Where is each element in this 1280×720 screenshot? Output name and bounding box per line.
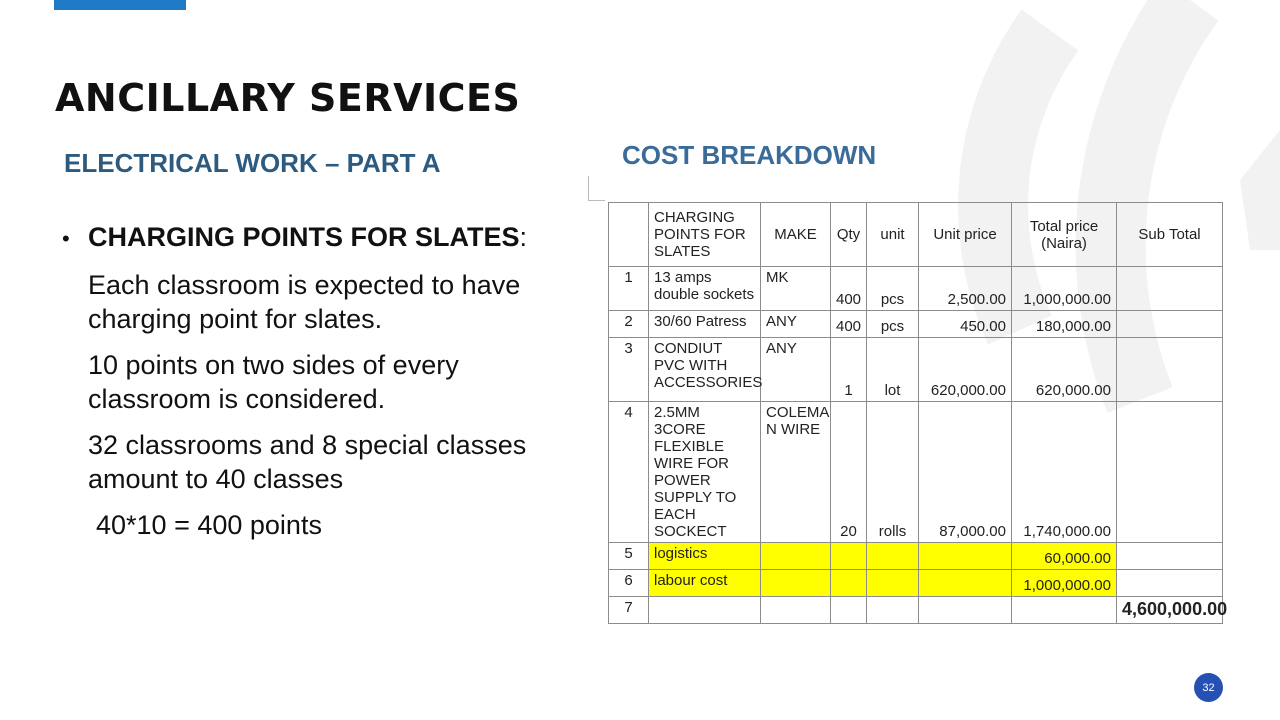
cell-unit bbox=[867, 597, 919, 624]
cell-unit-price bbox=[919, 570, 1012, 597]
cell-sub-total bbox=[1117, 338, 1223, 402]
header-item: CHARGING POINTS FOR SLATES bbox=[649, 203, 761, 267]
cell-total bbox=[1012, 597, 1117, 624]
paragraph-4: 40*10 = 400 points bbox=[96, 510, 322, 540]
cell-sub-total bbox=[1117, 402, 1223, 543]
cell-item bbox=[649, 597, 761, 624]
cell-item: logistics bbox=[649, 543, 761, 570]
cell-qty bbox=[831, 543, 867, 570]
table-header-row bbox=[609, 203, 1223, 267]
table-row bbox=[609, 402, 1223, 543]
header-total-price: Total price (Naira) bbox=[1012, 203, 1117, 267]
cell-unit-price bbox=[919, 597, 1012, 624]
page-number-badge: 32 bbox=[1194, 673, 1223, 702]
cell-unit-price: 450.00 bbox=[919, 311, 1012, 338]
cell-unit-price: 87,000.00 bbox=[919, 402, 1012, 543]
accent-bar bbox=[54, 0, 186, 10]
header-qty: Qty bbox=[831, 203, 867, 267]
cell-unit: pcs bbox=[867, 311, 919, 338]
cell-item: CONDIUT PVC WITH ACCESSORIES bbox=[649, 338, 761, 402]
cell-make bbox=[761, 597, 831, 624]
cell-make bbox=[761, 543, 831, 570]
header-index bbox=[609, 203, 649, 267]
cell-sub-total bbox=[1117, 267, 1223, 311]
left-content bbox=[62, 220, 582, 542]
cell-unit-price bbox=[919, 543, 1012, 570]
cell-sub-total bbox=[1117, 311, 1223, 338]
corner-mark bbox=[588, 176, 605, 201]
table-row bbox=[609, 311, 1223, 338]
cell-unit-price: 620,000.00 bbox=[919, 338, 1012, 402]
cell-grand-total: 4,600,000.00 bbox=[1117, 597, 1223, 624]
cell-index: 7 bbox=[609, 597, 649, 624]
section-subtitle: ELECTRICAL WORK – PART A bbox=[64, 148, 441, 178]
cell-unit bbox=[867, 543, 919, 570]
cell-qty bbox=[831, 597, 867, 624]
cell-index: 4 bbox=[609, 402, 649, 543]
paragraph-2: 10 points on two sides of every classroom is considered. bbox=[88, 350, 459, 414]
table-row bbox=[609, 267, 1223, 311]
cell-unit bbox=[867, 570, 919, 597]
cell-make: ANY bbox=[761, 338, 831, 402]
cell-item: labour cost bbox=[649, 570, 761, 597]
cell-item: 30/60 Patress bbox=[649, 311, 761, 338]
cost-breakdown-heading: COST BREAKDOWN bbox=[622, 140, 877, 170]
cell-make: MK bbox=[761, 267, 831, 311]
cell-qty: 1 bbox=[831, 338, 867, 402]
cell-qty bbox=[831, 570, 867, 597]
cell-item: 2.5MM 3CORE FLEXIBLE WIRE FOR POWER SUPPLY TO EACH SOCKECT bbox=[649, 402, 761, 543]
cell-make: ANY bbox=[761, 311, 831, 338]
cell-total: 1,000,000.00 bbox=[1012, 570, 1117, 597]
cell-item: 13 amps double sockets bbox=[649, 267, 761, 311]
cell-make: COLEMA N WIRE bbox=[761, 402, 831, 543]
bullet-colon: : bbox=[519, 222, 528, 252]
cell-sub-total bbox=[1117, 570, 1223, 597]
cell-qty: 400 bbox=[831, 267, 867, 311]
header-unit: unit bbox=[867, 203, 919, 267]
cell-unit: rolls bbox=[867, 402, 919, 543]
header-make: MAKE bbox=[761, 203, 831, 267]
bullet-item bbox=[62, 220, 582, 256]
table-row bbox=[609, 597, 1223, 624]
paragraph-1: Each classroom is expected to have charging point for slates. bbox=[88, 270, 521, 334]
cell-total: 180,000.00 bbox=[1012, 311, 1117, 338]
header-unit-price: Unit price bbox=[919, 203, 1012, 267]
cell-index: 1 bbox=[609, 267, 649, 311]
cell-sub-total bbox=[1117, 543, 1223, 570]
cell-total: 620,000.00 bbox=[1012, 338, 1117, 402]
cost-table bbox=[608, 202, 1228, 624]
paragraph-3: 32 classrooms and 8 special classes amount to 40 classes bbox=[88, 430, 527, 494]
page-title: ANCILLARY SERVICES bbox=[55, 76, 521, 120]
cell-index: 2 bbox=[609, 311, 649, 338]
cell-total: 60,000.00 bbox=[1012, 543, 1117, 570]
bullet-label: CHARGING POINTS FOR SLATES bbox=[88, 222, 520, 252]
cell-index: 3 bbox=[609, 338, 649, 402]
header-sub-total: Sub Total bbox=[1117, 203, 1223, 267]
table-row bbox=[609, 543, 1223, 570]
cell-qty: 400 bbox=[831, 311, 867, 338]
table-row bbox=[609, 570, 1223, 597]
table-row bbox=[609, 338, 1223, 402]
cell-unit: lot bbox=[867, 338, 919, 402]
cell-make bbox=[761, 570, 831, 597]
cell-unit-price: 2,500.00 bbox=[919, 267, 1012, 311]
cell-index: 6 bbox=[609, 570, 649, 597]
cell-total: 1,740,000.00 bbox=[1012, 402, 1117, 543]
cell-index: 5 bbox=[609, 543, 649, 570]
cell-total: 1,000,000.00 bbox=[1012, 267, 1117, 311]
bullet-icon: • bbox=[62, 226, 70, 251]
cell-unit: pcs bbox=[867, 267, 919, 311]
cell-qty: 20 bbox=[831, 402, 867, 543]
